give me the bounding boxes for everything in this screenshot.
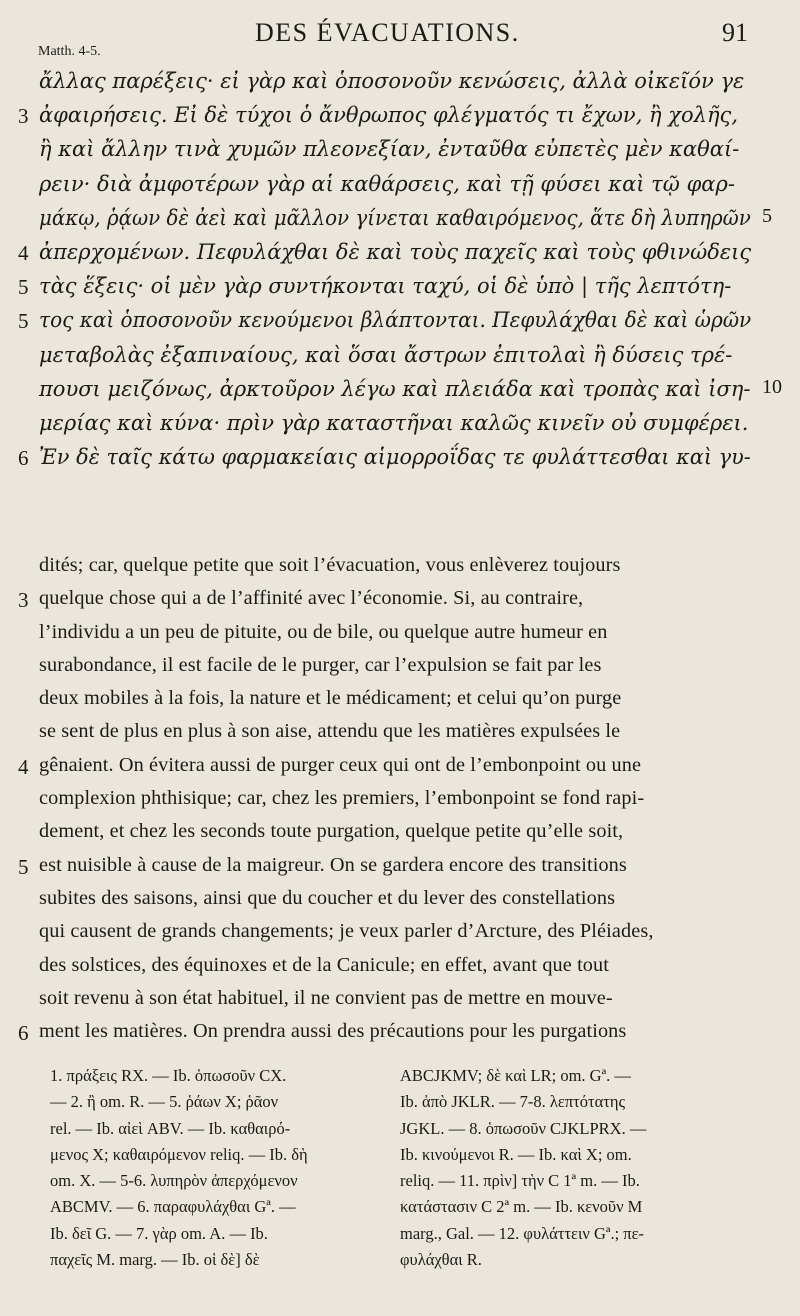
line-text: τὰς ἕξεις· οἱ μὲν γὰρ συντήκονται ταχύ, οἱ δὲ ὑπὸ | τῆς λεπτότη- — [39, 274, 732, 299]
text-line — [0, 201, 800, 235]
text-line — [0, 269, 800, 303]
line-text: πουσι μειζόνως, ἀρκτοῦρον λέγω καὶ πλειάδα καὶ τροπὰς καὶ ἰση- — [39, 376, 751, 401]
text-line — [0, 1015, 800, 1048]
text-line — [0, 440, 800, 474]
footnote-line: ABCMV. — 6. παραφυλάχθαι Gª. — — [50, 1197, 296, 1217]
footnotes-right-column — [400, 1063, 780, 1273]
footnote-line: JGKL. — 8. ὁπωσοῦν CJKLPRX. — — [400, 1118, 647, 1138]
text-line — [0, 949, 800, 982]
line-text: surabondance, il est facile de le purger, car l’expulsion se fait par les — [39, 653, 602, 676]
footnote-line: reliq. — 11. πρὶν] τὴν C 1ª m. — Ib. — [400, 1171, 640, 1191]
footnote-line: om. X. — 5-6. λυπηρὸν ἀπερχόμενον — [50, 1171, 298, 1191]
line-text: ἀφαιρήσεις. Εἰ δὲ τύχοι ὁ ἄνθρωπος φλέγματός τι ἔχων, ἢ χολῆς, — [39, 103, 738, 128]
line-margin-number: 4 — [18, 754, 29, 779]
text-line — [0, 649, 800, 682]
line-text: dités; car, quelque petite que soit l’évacuation, vous enlèverez toujours — [39, 554, 621, 576]
line-text: soit revenu à son état habituel, il ne convient pas de mettre en mouve- — [39, 986, 613, 1009]
running-title: DES ÉVACUATIONS. — [255, 18, 520, 47]
text-line — [0, 815, 800, 848]
line-text: subites des saisons, ainsi que du coucher et du lever des constellations — [39, 886, 616, 909]
text-line — [0, 782, 800, 815]
footnotes-left-column — [50, 1063, 390, 1273]
line-margin-number: 3 — [18, 588, 29, 613]
line-margin-number: 6 — [18, 446, 29, 471]
text-line — [0, 749, 800, 782]
line-text: μερίας καὶ κύνα· πρὶν γὰρ καταστῆναι καλῶς κινεῖν οὐ συμφέρει. — [39, 410, 749, 435]
text-line — [0, 582, 800, 615]
line-text: complexion phthisique; car, chez les premiers, l’embonpoint se fond rapi- — [39, 787, 645, 810]
footnote-line: rel. — Ib. αἰεὶ ABV. — Ib. καθαιρό- — [50, 1118, 291, 1138]
text-line — [0, 982, 800, 1015]
page-header — [0, 14, 800, 54]
greek-text-block — [0, 64, 800, 474]
footnote-line: ABCJKMV; δὲ καὶ LR; om. Gª. — — [400, 1066, 631, 1085]
footnote-line: 1. πράξεις RX. — Ib. ὁπωσοῦν CX. — [50, 1066, 287, 1085]
french-translation-block — [0, 549, 800, 1048]
line-text: ρειν· διὰ ἀμφοτέρων γὰρ αἱ καθάρσεις, καὶ τῇ φύσει καὶ τῷ φαρ- — [39, 171, 735, 196]
text-line — [0, 235, 800, 269]
footnote-line: κατάστασιν C 2ª m. — Ib. κενοῦν M — [400, 1197, 643, 1217]
text-line — [0, 549, 800, 582]
line-margin-number: 5 — [18, 309, 29, 334]
text-line — [0, 849, 800, 882]
line-text: dement, et chez les seconds toute purgation, quelque petite qu’elle soit, — [39, 820, 624, 843]
text-line — [0, 98, 800, 132]
text-line — [0, 132, 800, 166]
text-line — [0, 372, 800, 406]
reference-label: Matth. 4-5. — [38, 44, 101, 59]
line-text: ment les matières. On prendra aussi des précautions pour les purgations — [39, 1020, 627, 1043]
page-number: 91 — [722, 18, 748, 47]
line-text: qui causent de grands changements; je veux parler d’Arcture, des Pléiades, — [39, 920, 654, 943]
line-text: l’individu a un peu de pituite, ou de bile, ou quelque autre humeur en — [39, 620, 608, 643]
line-text: ἄλλας παρέξεις· εἰ γὰρ καὶ ὁποσονοῦν κενώσεις, ἀλλὰ οἰκεῖόν γε — [39, 69, 745, 93]
line-text: Ἐν δὲ ταῖς κάτω φαρμακείαις αἱμορροΐδας τε φυλάττεσθαι καὶ γυ- — [39, 445, 751, 470]
text-line — [0, 616, 800, 649]
line-count-marker: 5 — [762, 204, 772, 227]
line-text: ἢ καὶ ἄλλην τινὰ χυμῶν πλεονεξίαν, ἐνταῦθα εὐπετὲς μὲν καθαί- — [39, 137, 740, 162]
line-margin-number: 5 — [18, 854, 29, 879]
line-count-marker: 10 — [762, 375, 782, 398]
line-text: gênaient. On évitera aussi de purger ceux qui ont de l’embonpoint ou une — [39, 753, 642, 776]
line-margin-number: 3 — [18, 104, 29, 129]
line-margin-number: 6 — [18, 1021, 29, 1046]
text-line — [0, 915, 800, 948]
line-text: des solstices, des équinoxes et de la Canicule; en effet, avant que tout — [39, 953, 610, 976]
line-text: μάκῳ, ῥᾴων δὲ ἀεὶ καὶ μᾶλλον γίνεται καθαιρόμενος, ἅτε δὴ λυπηρῶν — [39, 205, 751, 230]
line-text: se sent de plus en plus à son aise, attendu que les matières expulsées le — [39, 720, 621, 743]
text-line — [0, 682, 800, 715]
text-line — [0, 338, 800, 372]
line-margin-number: 5 — [18, 275, 29, 300]
footnote-line: marg., Gal. — 12. φυλάττειν Gª.; πε- — [400, 1223, 645, 1243]
line-text: deux mobiles à la fois, la nature et le médicament; et celui qu’on purge — [39, 687, 622, 710]
text-line — [0, 303, 800, 337]
footnote-line: Ib. ἀπὸ JKLR. — 7-8. λεπτότατης — [400, 1092, 626, 1112]
footnote-line: — 2. ἢ om. R. — 5. ῥάων X; ῥᾶον — [50, 1092, 279, 1112]
line-text: est nuisible à cause de la maigreur. On se gardera encore des transitions — [39, 853, 627, 876]
line-text: ἀπερχομένων. Πεφυλάχθαι δὲ καὶ τοὺς παχεῖς καὶ τοὺς φθινώδεις — [39, 239, 752, 264]
line-text: quelque chose qui a de l’affinité avec l’économie. Si, au contraire, — [39, 587, 584, 610]
footnote-line: φυλάχθαι R. — [400, 1250, 482, 1270]
line-margin-number: 4 — [18, 240, 29, 265]
line-text: μεταβολὰς ἐξαπιναίους, καὶ ὅσαι ἄστρων ἐπιτολαὶ ἢ δύσεις τρέ- — [39, 342, 733, 367]
footnote-line: παχεῖς M. marg. — Ib. οἱ δὲ] δὲ — [50, 1250, 260, 1270]
text-line — [0, 882, 800, 915]
footnote-line: Ib. κινούμενοι R. — Ib. καὶ X; om. — [400, 1144, 632, 1164]
footnote-line: μενος X; καθαιρόμενον reliq. — Ib. δὴ — [50, 1144, 308, 1164]
text-line — [0, 406, 800, 440]
line-text: τος καὶ ὁποσονοῦν κενούμενοι βλάπτονται. Πεφυλάχθαι δὲ καὶ ὡρῶν — [39, 308, 752, 333]
footnote-line: Ib. δεῖ G. — 7. γὰρ om. A. — Ib. — [50, 1223, 268, 1243]
text-line — [0, 167, 800, 201]
text-line — [0, 715, 800, 748]
text-line — [0, 64, 800, 98]
